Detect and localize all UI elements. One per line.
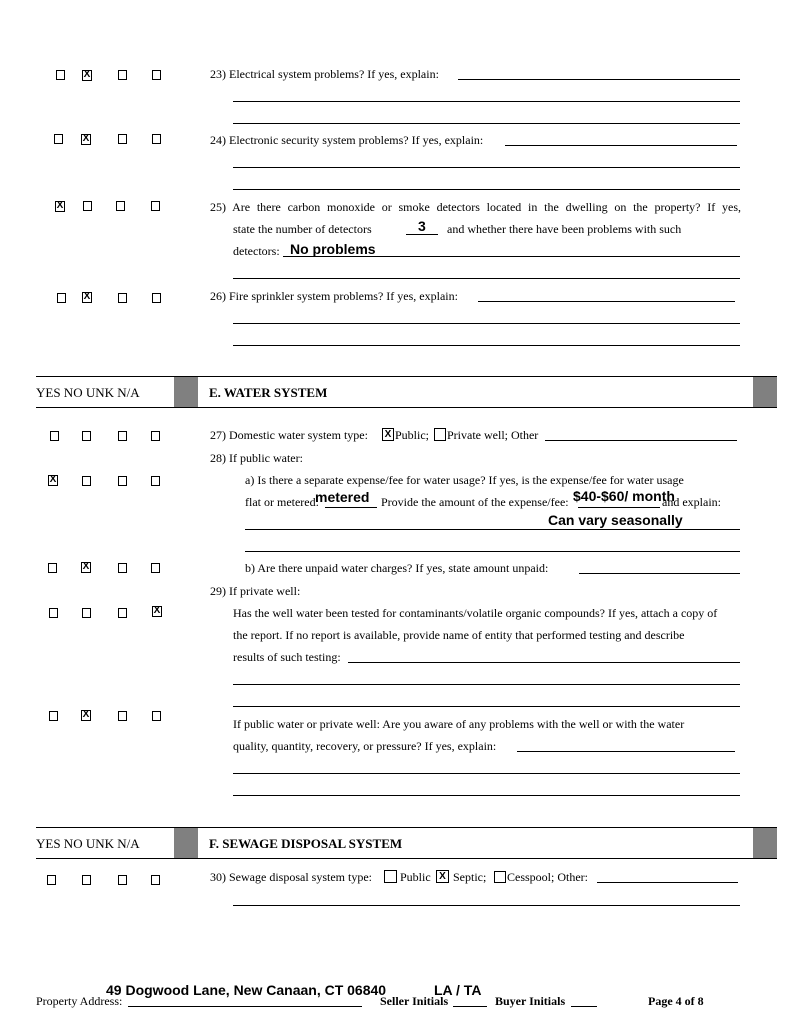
property-address-line[interactable] [128,1006,362,1007]
q27-public-label: Public; [395,428,430,442]
q28a-line-2b: Provide the amount of the expense/fee: [381,495,569,509]
seller-initials-value: LA / TA [434,982,482,998]
water-section-header [36,376,777,408]
q25-line-1: 25) Are there carbon monoxide or smoke detectors located in the dwelling on the property? If yes, [210,200,741,214]
q30-no-checkbox[interactable] [82,875,91,885]
q28a-metered-value: metered [315,489,370,505]
q24-line-3[interactable] [233,189,740,190]
q29-line-1: Has the well water been tested for contaminants/volatile organic compounds? If yes, attach a copy of [233,606,718,620]
q28a-line-2a: flat or metered: [245,495,319,509]
q28a-yes-checkbox[interactable]: X [49,474,57,485]
q29-na-checkbox[interactable]: X [153,605,161,616]
q30-na-checkbox[interactable] [151,875,160,885]
q29-line-5[interactable] [233,706,740,707]
q23-unk-checkbox[interactable] [118,70,127,80]
q27-no-checkbox[interactable] [82,431,91,441]
q27-private-well-checkbox[interactable] [434,428,446,441]
q23-text: 23) Electrical system problems? If yes, explain: [210,67,439,81]
q27-na-checkbox[interactable] [151,431,160,441]
q28a-na-checkbox[interactable] [151,476,160,486]
q23-no-checkbox[interactable]: X [83,69,91,80]
q26-no-checkbox[interactable]: X [83,291,91,302]
q28b-na-checkbox[interactable] [151,563,160,573]
q28a-line-3[interactable] [245,529,740,530]
buyer-initials-label: Buyer Initials [495,994,566,1008]
q25-count-value: 3 [418,218,426,234]
q29b-na-checkbox[interactable] [152,711,161,721]
q27-private-label: Private well; Other [447,428,539,442]
q29b-answer-line[interactable] [517,751,735,752]
q26-line-3[interactable] [233,345,740,346]
q29-unk-checkbox[interactable] [118,608,127,618]
q28a-amount-value: $40-$60/ month [573,488,675,504]
column-headers: YES NO UNK N/A [36,385,140,400]
q28a-line-2c: and explain: [662,495,721,509]
q30-public-label: Public [400,870,431,884]
q26-line-2[interactable] [233,323,740,324]
q30-cesspool-label: Cesspool; Other: [507,870,588,884]
q25-line-4[interactable] [233,278,740,279]
q26-unk-checkbox[interactable] [118,293,127,303]
q25-na-checkbox[interactable] [151,201,160,211]
q26-text: 26) Fire sprinkler system problems? If yes, explain: [210,289,458,303]
q25-unk-checkbox[interactable] [116,201,125,211]
q28b-text: b) Are there unpaid water charges? If yes, state amount unpaid: [245,561,549,575]
property-address-value: 49 Dogwood Lane, New Canaan, CT 06840 [106,982,387,998]
q24-answer-line[interactable] [505,145,737,146]
column-headers: YES NO UNK N/A [36,836,140,851]
q26-na-checkbox[interactable] [152,293,161,303]
q28a-no-checkbox[interactable] [82,476,91,486]
q29b-line-1: If public water or private well: Are you aware of any problems with the well or with the water [233,717,685,731]
q30-public-checkbox[interactable] [384,870,397,883]
header-gray-cell-right [753,377,777,407]
q29-line-4[interactable] [233,684,740,685]
q29-line-3: results of such testing: [233,650,341,664]
seller-initials-label: Seller Initials [380,994,449,1008]
q27-yes-checkbox[interactable] [50,431,59,441]
page-number: Page 4 of 8 [648,994,704,1008]
q25-line-2b: and whether there have been problems with such [447,222,682,236]
q30-septic-label: Septic; [453,870,487,884]
q25-line-3: detectors: [233,244,280,258]
q29-no-checkbox[interactable] [82,608,91,618]
q28a-line-1: a) Is there a separate expense/fee for water usage? If yes, is the expense/fee for water usage [245,473,684,487]
seller-initials-line[interactable] [453,1006,487,1007]
q28a-explain-value: Can vary seasonally [548,512,683,528]
q28b-yes-checkbox[interactable] [48,563,57,573]
q23-yes-checkbox[interactable] [56,70,65,80]
q23-na-checkbox[interactable] [152,70,161,80]
q29-yes-checkbox[interactable] [49,608,58,618]
q25-yes-checkbox[interactable]: X [56,200,64,211]
q30-unk-checkbox[interactable] [118,875,127,885]
header-gray-cell [174,377,198,407]
property-address-label: Property Address: [36,994,123,1008]
q30-text: 30) Sewage disposal system type: [210,870,372,884]
section-title: E. WATER SYSTEM [209,385,328,400]
q29b-unk-checkbox[interactable] [118,711,127,721]
q28a-line-4[interactable] [245,551,740,552]
q27-other-line[interactable] [545,440,737,441]
header-gray-cell [174,828,198,858]
q26-answer-line[interactable] [478,301,735,302]
q30-other-line[interactable] [597,882,738,883]
q25-no-checkbox[interactable] [83,201,92,211]
q29-text: 29) If private well: [210,584,301,598]
q26-yes-checkbox[interactable] [57,293,66,303]
q24-na-checkbox[interactable] [152,134,161,144]
q25-line-2a: state the number of detectors [233,222,372,236]
q27-text: 27) Domestic water system type: [210,428,368,442]
q27-public-checkbox[interactable]: X [382,428,394,441]
q29b-no-checkbox[interactable]: X [82,709,90,720]
buyer-initials-line[interactable] [571,1006,597,1007]
q29-answer-line[interactable] [348,662,740,663]
q30-yes-checkbox[interactable] [47,875,56,885]
header-gray-cell-right [753,828,777,858]
q23-line-3[interactable] [233,123,740,124]
sewage-section-header [36,827,777,859]
q23-line-2[interactable] [233,101,740,102]
q30-line-2[interactable] [233,905,740,906]
q29b-line-4[interactable] [233,795,740,796]
q24-no-checkbox[interactable]: X [82,133,90,144]
q28b-unk-checkbox[interactable] [118,563,127,573]
q28b-answer-line[interactable] [579,573,740,574]
q27-unk-checkbox[interactable] [118,431,127,441]
q25-count-line[interactable] [406,234,438,235]
q30-cesspool-checkbox[interactable] [494,871,506,883]
q23-answer-line[interactable] [458,79,740,80]
q28a-amount-line[interactable] [578,507,660,508]
q30-septic-checkbox[interactable]: X [436,870,449,883]
q29b-line-2: quality, quantity, recovery, or pressure? If yes, explain: [233,739,497,753]
q29-line-2: the report. If no report is available, provide name of entity that performed testing and describe [233,628,685,642]
q28-text: 28) If public water: [210,451,303,465]
q24-line-2[interactable] [233,167,740,168]
q28b-no-checkbox[interactable]: X [82,561,90,572]
q29b-yes-checkbox[interactable] [49,711,58,721]
q24-unk-checkbox[interactable] [118,134,127,144]
q24-yes-checkbox[interactable] [54,134,63,144]
q24-text: 24) Electronic security system problems? If yes, explain: [210,133,484,147]
section-title: F. SEWAGE DISPOSAL SYSTEM [209,836,403,851]
q29b-line-3[interactable] [233,773,740,774]
q25-answer-value: No problems [290,241,376,257]
q28a-metered-line[interactable] [325,507,377,508]
q28a-unk-checkbox[interactable] [118,476,127,486]
